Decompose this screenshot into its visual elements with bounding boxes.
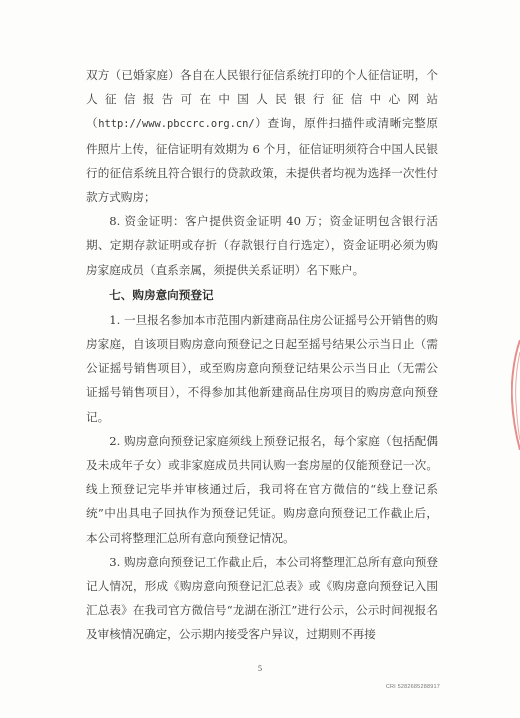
section-heading: 七、购房意向预登记: [109, 287, 214, 302]
credit-report-text-end: ）查询，原件扫描件或清晰完整原件照片上传，征信证明有效期为 6 个月，征信证明须符合中国人民银行的征信系统且符合银行的贷款政策，未提供者均视为选择一次性付款方式购房；: [86, 116, 438, 205]
credit-report-text-start: 双方（已婚家庭）各自在人民银行征信系统打印的个人征信证明，个人征信报告可在中国人民银行征信中心网站（: [86, 68, 438, 131]
paragraph-pre-registration-rule-2: 2. 购房意向预登记家庭须线上预登记报名，每个家庭（包括配偶及未成年子女）或非家庭成员共同认购一套房屋的仅能预登记一次。线上预登记完毕并审核通过后，我司将在官方微信的“线上登记系统”中出具电子回执作为预登记凭证。购房意向预登记工作截止后，本公司将整理汇总所有意向预登记情况。: [86, 433, 438, 545]
paragraph-pre-registration-rule-3: 3. 购房意向预登记工作截止后，本公司将整理汇总所有意向预登记人情况，形成《购房意向预登记汇总表》或《购房意向预登记入围汇总表》在我司官方微信号“龙湖在浙江”进行公示，公示时间视报名及审核情况确定，公示期内接受客户异议，过期则不再接: [86, 554, 438, 642]
paragraph-fund-proof: 8. 资金证明：客户提供资金证明 40 万；资金证明包含银行活期、定期存款证明或存折（存款银行自行选定），资金证明必须为购房家庭成员（直系亲属，须提供关系证明）名下账户。: [86, 214, 438, 277]
document-body: [86, 63, 438, 647]
seal-stamp-edge: [511, 340, 520, 450]
document-code: CRI 5282685288917: [385, 684, 440, 690]
page-number: 5: [258, 664, 262, 673]
paragraph-pre-registration-rule-1: 1. 一旦报名参加本市范围内新建商品住房公证摇号公开销售的购房家庭，自该项目购房意向预登记之日起至摇号结果公示当日止（需公证摇号销售项目），或至购房意向预登记结果公示当日止（无需公证摇号销售项目），不得参加其他新建商品住房项目的购房意向预登记。: [86, 312, 438, 424]
paragraph-credit-report: [86, 63, 438, 209]
credit-center-url: http://www.pbccrc.org.cn/: [98, 118, 255, 131]
